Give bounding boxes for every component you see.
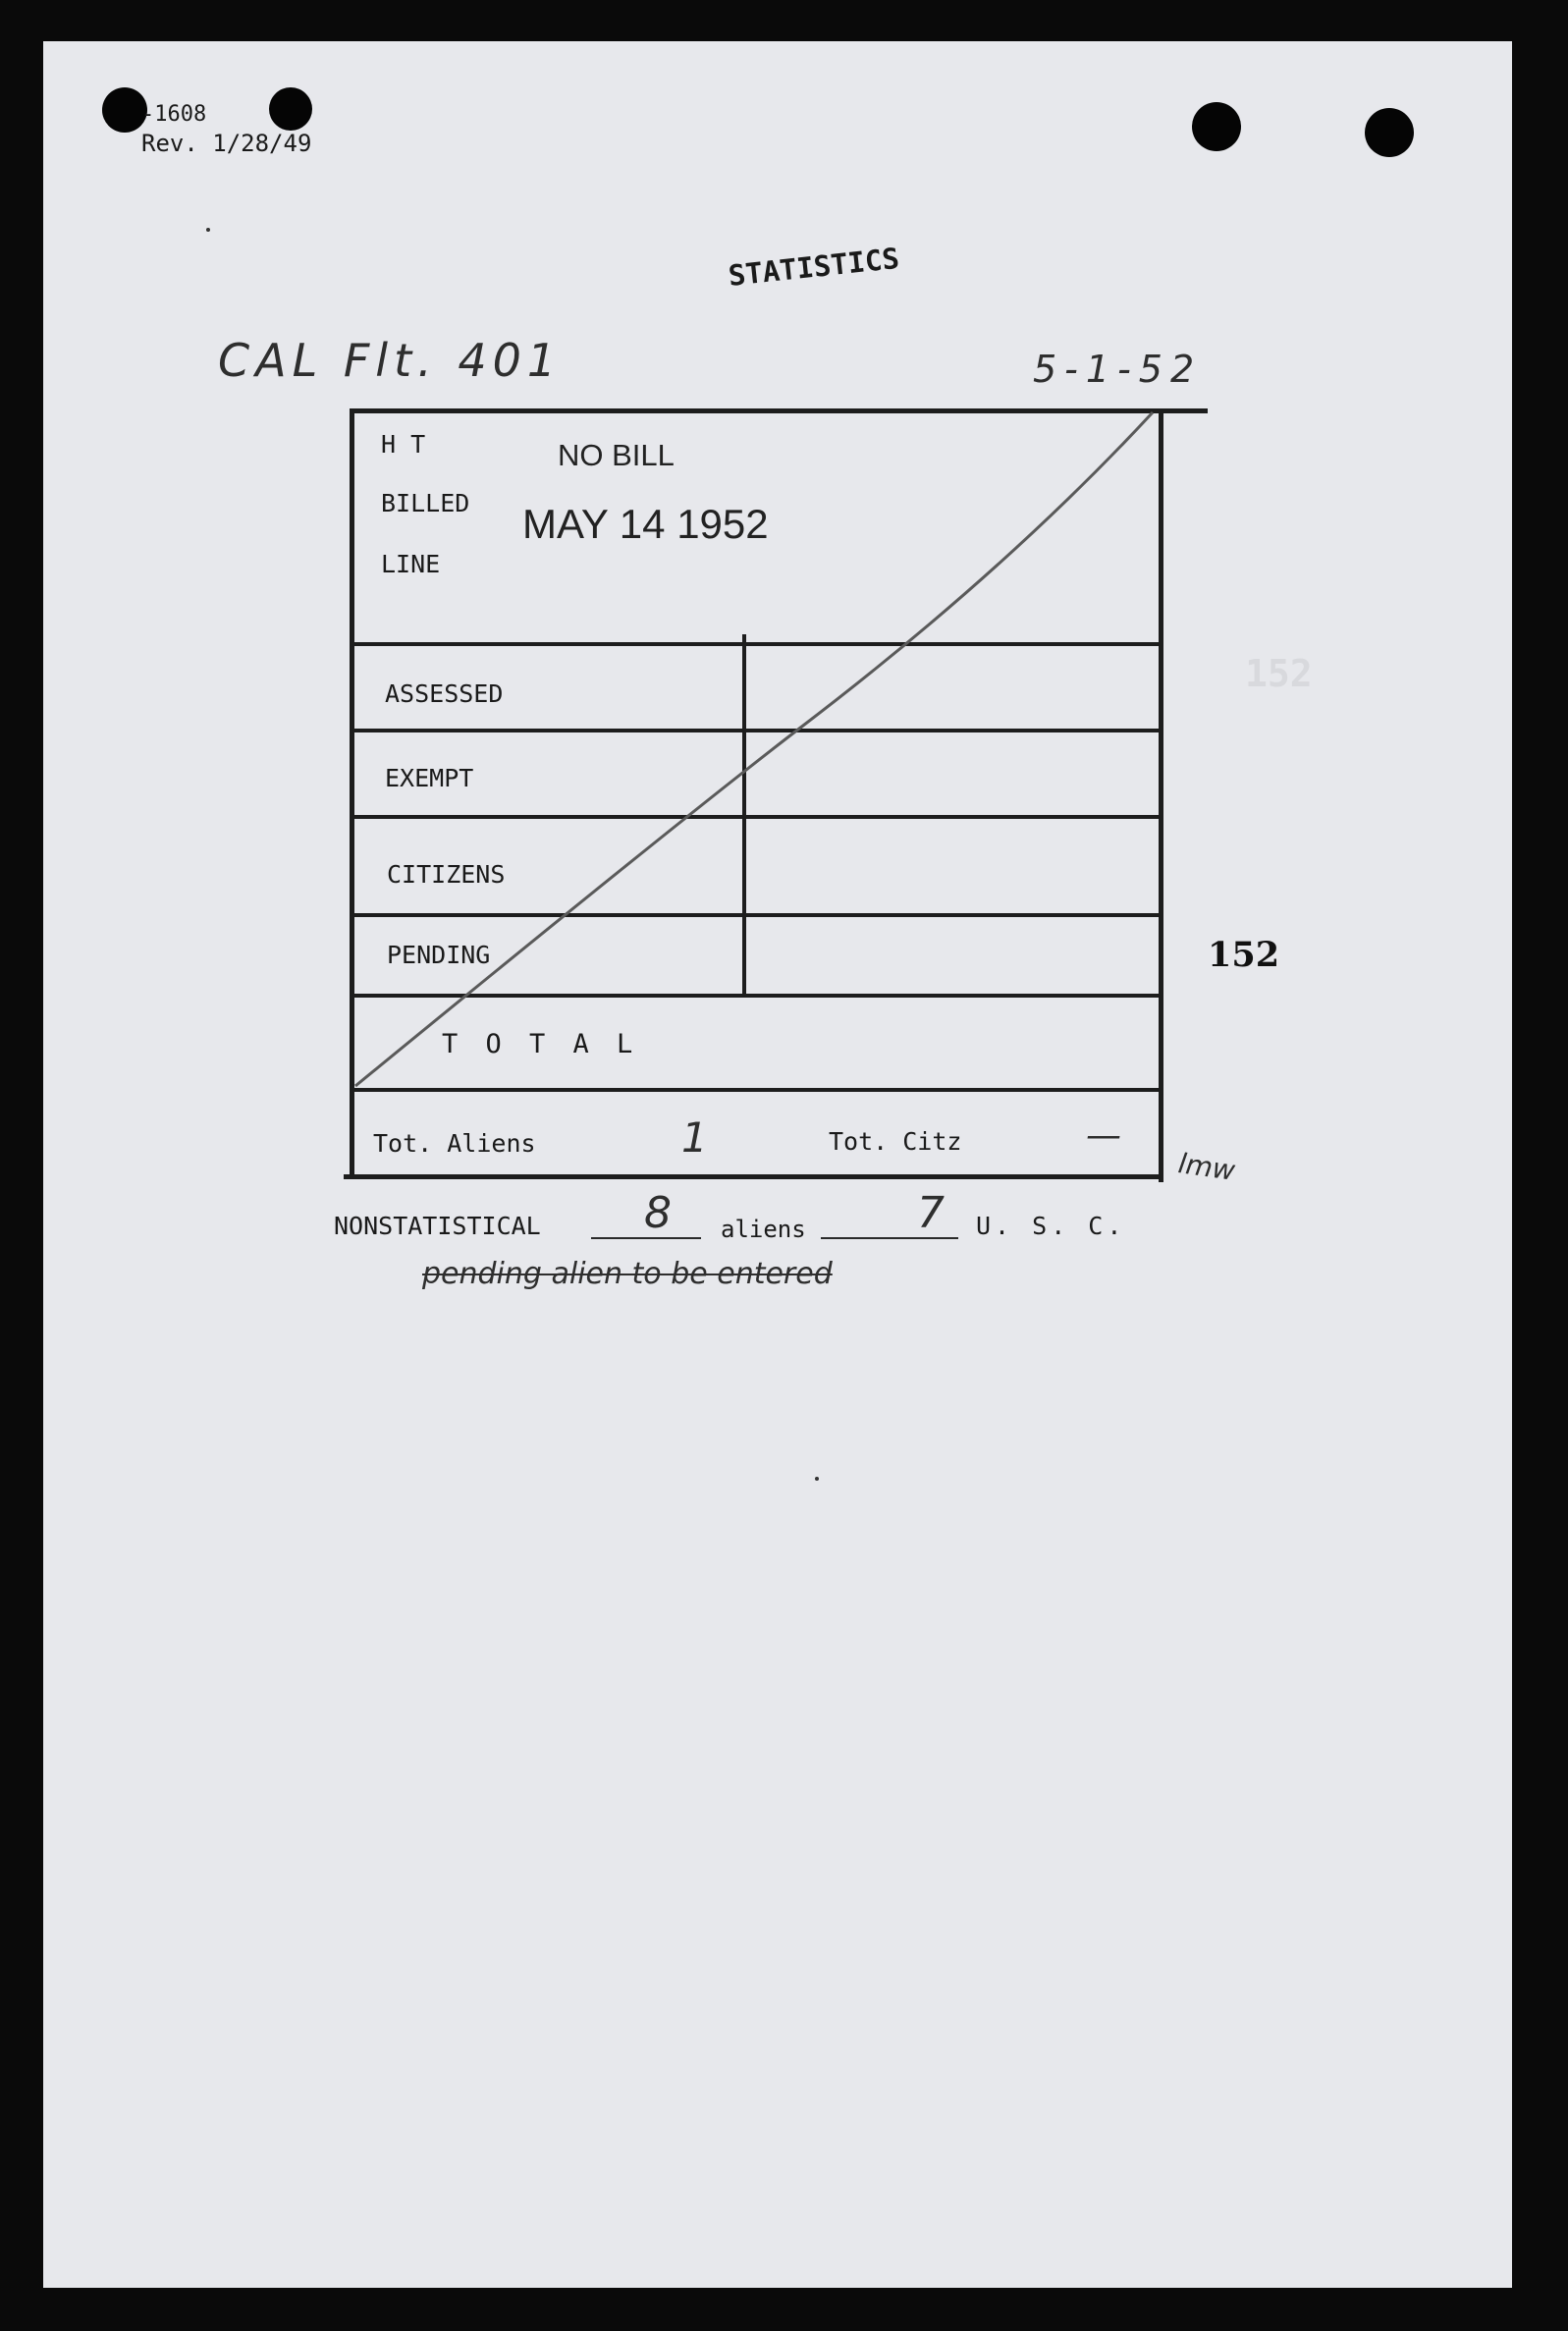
- nonstatistical-label: NONSTATISTICAL: [334, 1212, 541, 1240]
- nonstatistical-usc-count: 7: [917, 1188, 945, 1238]
- total-aliens-label: Tot. Aliens: [373, 1129, 536, 1158]
- date-stamp: MAY 14 1952: [522, 501, 769, 547]
- paper-speck: [815, 1477, 819, 1481]
- form-revision: Rev. 1/28/49: [141, 130, 312, 157]
- header-row-1: H T: [381, 430, 426, 459]
- side-number: 152: [1208, 935, 1280, 975]
- form-number: -1608: [141, 102, 207, 127]
- nonstatistical-usc-label: U. S. C.: [976, 1212, 1126, 1240]
- initials-handwritten: lmw: [1175, 1147, 1237, 1187]
- flight-handwritten: CAL Flt. 401: [218, 334, 563, 387]
- total-label: T O T A L: [442, 1029, 639, 1059]
- total-citizens-label: Tot. Citz: [829, 1127, 962, 1156]
- row-label-assessed: ASSESSED: [385, 679, 504, 708]
- total-aliens-value: 1: [681, 1113, 708, 1162]
- ghost-number: 152: [1245, 652, 1313, 695]
- row-label-pending: PENDING: [387, 941, 491, 969]
- header-row-3: LINE: [381, 550, 441, 578]
- statistics-stamp: STATISTICS: [727, 241, 901, 293]
- document-page: [43, 41, 1512, 2288]
- row-label-citizens: CITIZENS: [387, 860, 506, 889]
- nonstatistical-aliens-label: aliens: [721, 1216, 806, 1243]
- struck-handwritten-note: pending alien to be entered: [422, 1257, 833, 1291]
- header-row-2: BILLED: [381, 489, 470, 517]
- total-citizens-value: —: [1086, 1115, 1121, 1156]
- no-bill-stamp: NO BILL: [558, 438, 675, 472]
- paper-speck: [206, 228, 210, 232]
- nonstatistical-aliens-count: 8: [644, 1188, 672, 1238]
- diagonal-strike-line: [43, 41, 1513, 1318]
- row-label-exempt: EXEMPT: [385, 764, 474, 792]
- date-handwritten: 5-1-52: [1033, 348, 1203, 391]
